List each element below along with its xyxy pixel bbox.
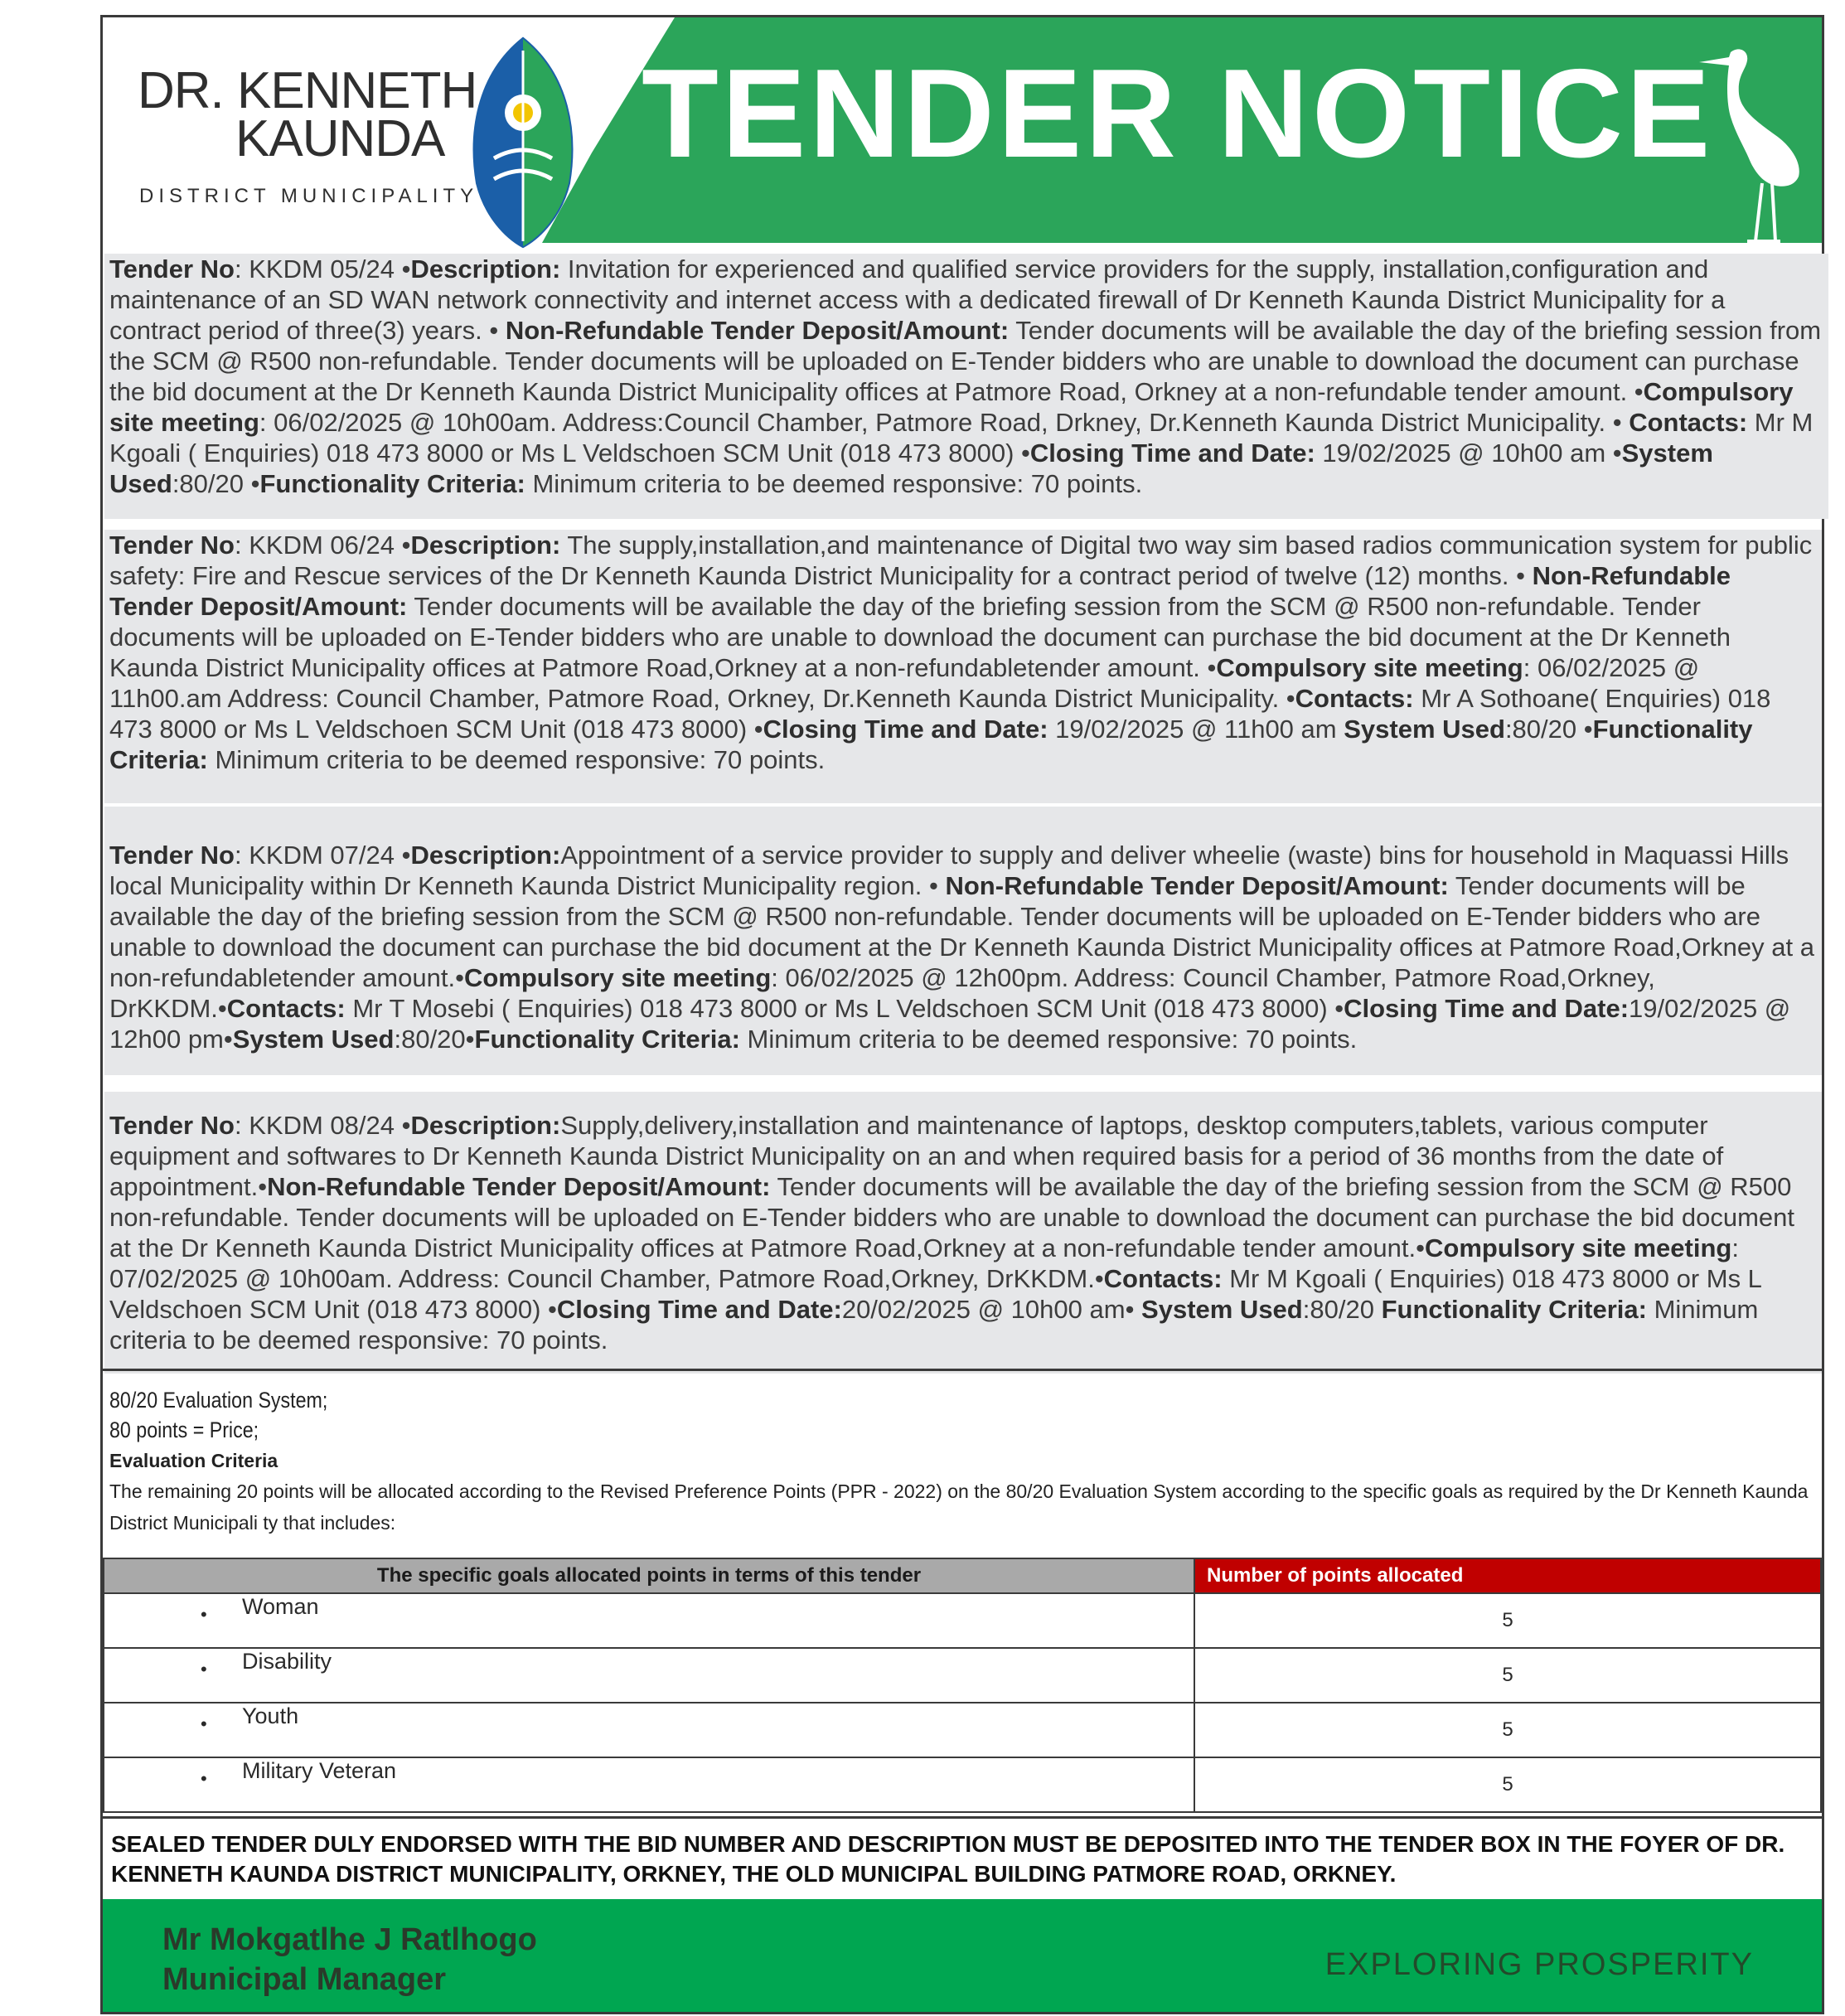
points-cell: 5 xyxy=(1194,1593,1821,1648)
contacts-text: Mr M Kgoali ( Enquiries) 018 473 8000 or Ms L Veldschoen SCM Unit (018 473 8000) xyxy=(109,1264,1761,1324)
logo-text-line2: KAUNDA xyxy=(235,110,445,167)
contacts-label: Contacts: xyxy=(1629,408,1748,437)
goal-cell xyxy=(104,1648,1194,1703)
system-text: :80/20 xyxy=(1504,715,1577,744)
bullet-icon: • xyxy=(201,1659,207,1679)
price-points-line: 80 points = Price; xyxy=(109,1418,259,1442)
goals-column-header: The specific goals allocated points in terms of this tender xyxy=(104,1558,1194,1593)
system-label: System Used xyxy=(1141,1295,1303,1324)
motto: EXPLORING PROSPERITY xyxy=(1324,1947,1754,1982)
description-text: Invitation for experienced and qualified service providers for the supply, installation,configuration and maintenance of an SD WAN network connectivity and internet access with a dedicated firewall of Dr Kenneth Kaunda District Municipality for a contract period of three(3) years. xyxy=(109,254,1726,345)
deposit-text: Tender documents will be available the day of the briefing session from the SCM @ R500 non-refundable. Tender documents will be uploaded on E-Tender bidders who are unable to download the document can purchase the bid document at the Dr Kenneth Kaunda District Municipality offices at Patmore Road, Orkney at a non-refundable tender amount. xyxy=(109,316,1822,406)
table-row xyxy=(104,1757,1821,1812)
closing-text: 19/02/2025 @ 10h00 am xyxy=(1315,439,1606,468)
logo-text-line1: DR. KENNETH xyxy=(138,62,477,119)
site-meeting-text: : 07/02/2025 @ 10h00am. Address: Council Chamber, Patmore Road,Orkney, DrKKDM. xyxy=(109,1233,1739,1293)
points-column-header: Number of points allocated xyxy=(1194,1558,1821,1593)
deposit-text: Tender documents will be available the day of the briefing session from the SCM @ R500 non-refundable. Tender documents will be uploaded on E-Tender bidders who are unable to download the document can purchase the bid document at the Dr Kenneth Kaunda District Municipality offices at Patmore Road,Orkney at a non-refundabletender amount. xyxy=(109,871,1814,992)
sealed-tender-notice: SEALED TENDER DULY ENDORSED WITH THE BID NUMBER AND DESCRIPTION MUST BE DEPOSITED INTO THE TENDER BOX IN THE FOYER OF DR. KENNETH KAUNDA DISTRICT MUNICIPALITY, ORKNEY, THE OLD MUNICIPAL BUILDING PATMORE ROAD, ORKNEY. xyxy=(111,1831,1785,1887)
goal-label: Military Veteran xyxy=(242,1758,397,1783)
deposit-label: Non-Refundable Tender Deposit/Amount: xyxy=(109,561,1731,621)
manager-title: Municipal Manager xyxy=(162,1962,447,1997)
municipality-emblem-icon xyxy=(461,34,585,251)
description-label: Description: xyxy=(410,1111,561,1140)
table-row xyxy=(104,1648,1821,1703)
site-meeting-label: Compulsory site meeting xyxy=(463,963,772,992)
contacts-text: Mr T Mosebi ( Enquiries) 018 473 8000 or Ms L Veldschoen SCM Unit (018 473 8000) xyxy=(345,994,1335,1023)
logo-text-line3: DISTRICT MUNICIPALITY xyxy=(139,185,479,207)
description-text: Supply,delivery,installation and maintenance of laptops, desktop computers,tablets, various computer equipment and softwares to Dr Kenneth Kaunda District Municipality on an and when required basis for a period of 36 months from the date of appointment. xyxy=(109,1111,1724,1201)
tender-block-05-24: Tender No: KKDM 05/24 •Description: Invitation for experienced and qualified service providers for the supply, installation,configuration and maintenance of an SD WAN network connectivity and internet access with a dedicated firewall of Dr Kenneth Kaunda District Municipality for a contract period of three(3) years. • Non-Refundable Tender Deposit/Amount: Tender documents will be available the day of the briefing session from the SCM @ R500 non-refundable. Tender documents will be uploaded on E-Tender bidders who are unable to download the document can purchase the bid document at the Dr Kenneth Kaunda District Municipality offices at Patmore Road, Orkney at a non-refundable tender amount. •Compulsory site meeting: 06/02/2025 @ 10h00am. Address:Council Chamber, Patmore Road, Drkney, Dr.Kenneth Kaunda District Municipality. • Contacts: Mr M Kgoali ( Enquiries) 018 473 8000 or Ms L Veldschoen SCM Unit (018 473 8000) •Closing Time and Date: 19/02/2025 @ 10h00 am •System Used:80/20 •Functionality Criteria: Minimum criteria to be deemed responsive: 70 points. xyxy=(104,254,1828,519)
deposit-label: Non-Refundable Tender Deposit/Amount: xyxy=(267,1172,771,1201)
header xyxy=(103,17,1822,243)
contacts-label: Contacts: xyxy=(226,994,346,1023)
points-cell: 5 xyxy=(1194,1703,1821,1757)
table-row xyxy=(104,1703,1821,1757)
goal-cell xyxy=(104,1593,1194,1648)
site-meeting-label: Compulsory site meeting xyxy=(109,377,1794,437)
closing-text: 20/02/2025 @ 10h00 am xyxy=(841,1295,1126,1324)
points-cell: 5 xyxy=(1194,1648,1821,1703)
contacts-text: Mr A Sothoane( Enquiries) 018 473 8000 or Ms L Veldschoen SCM Unit (018 473 8000) xyxy=(109,684,1771,744)
closing-label: Closing Time and Date: xyxy=(1029,439,1315,468)
goal-label: Youth xyxy=(242,1703,299,1728)
functionality-label: Functionality Criteria: xyxy=(259,469,525,498)
functionality-text: Minimum criteria to be deemed responsive: 70 points. xyxy=(109,1295,1759,1354)
site-meeting-label: Compulsory site meeting xyxy=(1216,653,1523,682)
system-text: :80/20 xyxy=(1302,1295,1374,1324)
tender-no-value: : KKDM 06/24 xyxy=(235,531,395,560)
deposit-text: Tender documents will be available the day of the briefing session from the SCM @ R500 non-refundable. Tender documents will be uploaded on E-Tender bidders who are unable to download the document can purchase the bid document at the Dr Kenneth Kaunda District Municipality offices at Patmore Road,Orkney at a non-refundable tender amount. xyxy=(109,1172,1795,1262)
evaluation-criteria-heading: Evaluation Criteria xyxy=(109,1450,278,1471)
functionality-label: Functionality Criteria: xyxy=(474,1025,740,1054)
points-cell: 5 xyxy=(1194,1757,1821,1812)
system-label: System Used xyxy=(109,439,1713,498)
tender-no-label: Tender No xyxy=(109,841,235,870)
divider xyxy=(103,1816,1822,1819)
closing-text: 19/02/2025 @ 11h00 am xyxy=(1048,715,1344,744)
site-meeting-label: Compulsory site meeting xyxy=(1425,1233,1732,1262)
evaluation-system-line: 80/20 Evaluation System; xyxy=(109,1388,328,1413)
page-title: TENDER NOTICE xyxy=(642,43,1714,184)
goal-cell xyxy=(104,1757,1194,1812)
table-row xyxy=(104,1593,1821,1648)
manager-name: Mr Mokgatlhe J Ratlhogo xyxy=(162,1922,537,1957)
functionality-text: Minimum criteria to be deemed responsive: 70 points. xyxy=(525,469,1143,498)
functionality-label: Functionality Criteria: xyxy=(1381,1295,1647,1324)
description-label: Description: xyxy=(410,254,561,284)
bullet-icon: • xyxy=(201,1713,207,1734)
tender-no-value: : KKDM 07/24 xyxy=(235,841,402,870)
system-text: :80/20 xyxy=(394,1025,466,1054)
system-label: System Used xyxy=(232,1025,395,1054)
description-label: Description: xyxy=(410,531,561,560)
description-text: Appointment of a service provider to supply and deliver wheelie (waste) bins for household in Maquassi Hills local Municipality within Dr Kenneth Kaunda District Municipality region. xyxy=(109,841,1789,900)
site-meeting-text: : 06/02/2025 @ 11h00.am Address: Council Chamber, Patmore Road, Orkney, Dr.Kenneth Kaunda District Municipality. xyxy=(109,653,1700,713)
site-meeting-text: : 06/02/2025 @ 12h00pm. Address: Council Chamber, Patmore Road,Orkney, DrKKDM. xyxy=(109,963,1655,1023)
closing-label: Closing Time and Date: xyxy=(556,1295,842,1324)
specific-goals-table xyxy=(103,1558,1822,1813)
functionality-text: Minimum criteria to be deemed responsive: 70 points. xyxy=(739,1025,1358,1054)
tender-block-07-24: Tender No: KKDM 07/24 •Description:Appointment of a service provider to supply and deliver wheelie (waste) bins for household in Maquassi Hills local Municipality within Dr Kenneth Kaunda District Municipality region. • Non-Refundable Tender Deposit/Amount: Tender documents will be available the day of the briefing session from the SCM @ R500 non-refundable. Tender documents will be uploaded on E-Tender bidders who are unable to download the document can purchase the bid document at the Dr Kenneth Kaunda District Municipality offices at Patmore Road,Orkney at a non-refundabletender amount.•Compulsory site meeting: 06/02/2025 @ 12h00pm. Address: Council Chamber, Patmore Road,Orkney, DrKKDM.•Contacts: Mr T Mosebi ( Enquiries) 018 473 8000 or Ms L Veldschoen SCM Unit (018 473 8000) •Closing Time and Date:19/02/2025 @ 12h00 pm•System Used:80/20•Functionality Criteria: Minimum criteria to be deemed responsive: 70 points. xyxy=(104,807,1822,1075)
site-meeting-text: : 06/02/2025 @ 10h00am. Address:Council Chamber, Patmore Road, Drkney, Dr.Kenneth Kaunda District Municipality. xyxy=(259,408,1606,437)
description-text: The supply,installation,and maintenance of Digital two way sim based radios communication system for public safety: Fire and Rescue services of the Dr Kenneth Kaunda District Municipality for a contract period of twelve (12) months. xyxy=(109,531,1813,590)
table-header-row xyxy=(104,1558,1821,1593)
closing-label: Closing Time and Date: xyxy=(1344,994,1630,1023)
system-label: System Used xyxy=(1344,715,1505,744)
closing-text: 19/02/2025 @ 12h00 pm xyxy=(109,994,1791,1054)
description-label: Description: xyxy=(410,841,561,870)
evaluation-section xyxy=(109,1385,1817,1539)
footer xyxy=(103,1899,1822,2012)
bullet-icon: • xyxy=(201,1604,207,1625)
heron-bird-icon xyxy=(1689,42,1814,250)
tender-block-08-24: Tender No: KKDM 08/24 •Description:Supply,delivery,installation and maintenance of laptops, desktop computers,tablets, various computer equipment and softwares to Dr Kenneth Kaunda District Municipality on an and when required basis for a period of 36 months from the date of appointment.•Non-Refundable Tender Deposit/Amount: Tender documents will be available the day of the briefing session from the SCM @ R500 non-refundable. Tender documents will be uploaded on E-Tender bidders who are unable to download the document can purchase the bid document at the Dr Kenneth Kaunda District Municipality offices at Patmore Road,Orkney at a non-refundable tender amount.•Compulsory site meeting: 07/02/2025 @ 10h00am. Address: Council Chamber, Patmore Road,Orkney, DrKKDM.•Contacts: Mr M Kgoali ( Enquiries) 018 473 8000 or Ms L Veldschoen SCM Unit (018 473 8000) •Closing Time and Date:20/02/2025 @ 10h00 am• System Used:80/20 Functionality Criteria: Minimum criteria to be deemed responsive: 70 points. xyxy=(104,1092,1822,1374)
tender-notice-page xyxy=(100,15,1824,2014)
goal-label: Woman xyxy=(242,1594,319,1619)
contacts-label: Contacts: xyxy=(1103,1264,1223,1293)
deposit-label: Non-Refundable Tender Deposit/Amount: xyxy=(505,316,1010,345)
divider xyxy=(103,1369,1822,1371)
functionality-text: Minimum criteria to be deemed responsive: 70 points. xyxy=(207,745,826,774)
deposit-text: Tender documents will be available the day of the briefing session from the SCM @ R500 non-refundable. Tender documents will be uploaded on E-Tender bidders who are unable to download the document can purchase the bid document at the Dr Kenneth Kaunda District Municipality offices at Patmore Road,Orkney at a non-refundabletender amount. xyxy=(109,592,1731,682)
goal-cell xyxy=(104,1703,1194,1757)
contacts-text: Mr M Kgoali ( Enquiries) 018 473 8000 or Ms L Veldschoen SCM Unit (018 473 8000) xyxy=(109,408,1814,468)
contacts-label: Contacts: xyxy=(1295,684,1414,713)
deposit-label: Non-Refundable Tender Deposit/Amount: xyxy=(945,871,1449,900)
functionality-label: Functionality Criteria: xyxy=(109,715,1753,774)
tender-no-value: : KKDM 08/24 xyxy=(235,1111,402,1140)
tender-no-label: Tender No xyxy=(109,1111,235,1140)
system-text: :80/20 xyxy=(172,469,245,498)
goal-label: Disability xyxy=(242,1649,332,1674)
tender-no-label: Tender No xyxy=(109,254,235,284)
tender-no-label: Tender No xyxy=(109,531,235,560)
tender-block-06-24: Tender No: KKDM 06/24 •Description: The supply,installation,and maintenance of Digital two way sim based radios communication system for public safety: Fire and Rescue services of the Dr Kenneth Kaunda District Municipality for a contract period of twelve (12) months. • Non-Refundable Tender Deposit/Amount: Tender documents will be available the day of the briefing session from the SCM @ R500 non-refundable. Tender documents will be uploaded on E-Tender bidders who are unable to download the document can purchase the bid document at the Dr Kenneth Kaunda District Municipality offices at Patmore Road,Orkney at a non-refundabletender amount. •Compulsory site meeting: 06/02/2025 @ 11h00.am Address: Council Chamber, Patmore Road, Orkney, Dr.Kenneth Kaunda District Municipality. •Contacts: Mr A Sothoane( Enquiries) 018 473 8000 or Ms L Veldschoen SCM Unit (018 473 8000) •Closing Time and Date: 19/02/2025 @ 11h00 am System Used:80/20 •Functionality Criteria: Minimum criteria to be deemed responsive: 70 points. xyxy=(104,530,1822,803)
bullet-icon: • xyxy=(201,1768,207,1789)
closing-label: Closing Time and Date: xyxy=(763,715,1048,744)
evaluation-paragraph: The remaining 20 points will be allocated according to the Revised Preference Points (PPR - 2022) on the 80/20 Evaluation System according to the specific goals as required by the Dr Kenneth Kaunda District Municipali ty that includes: xyxy=(109,1480,1809,1534)
tender-no-value: : KKDM 05/24 xyxy=(235,254,395,284)
